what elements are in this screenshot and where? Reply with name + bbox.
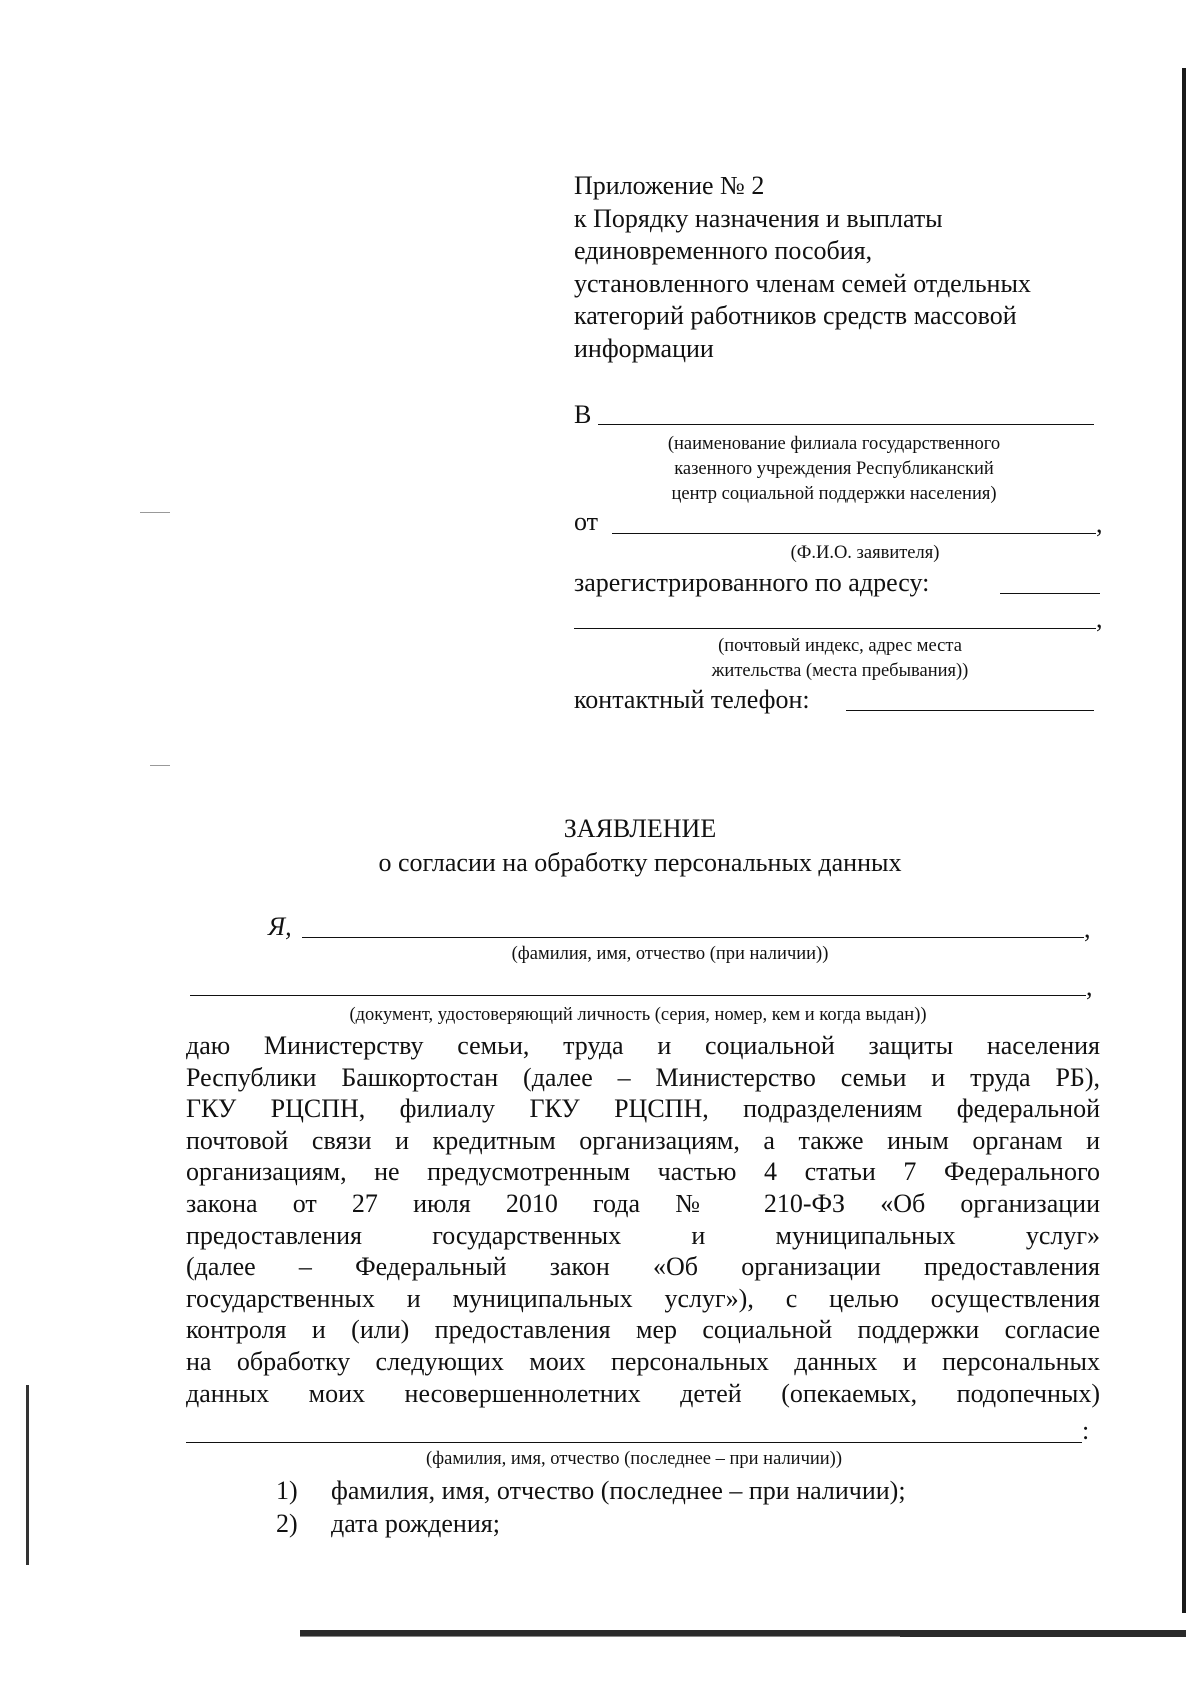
- children-caption: (фамилия, имя, отчество (последнее – при наличии)): [426, 1449, 842, 1469]
- applicant-name-blank-line[interactable]: [302, 937, 1084, 938]
- consent-paragraph: [186, 1030, 1100, 1409]
- address-blank-line-2[interactable]: [574, 628, 1096, 629]
- paragraph-line: (далее – Федеральный закон «Об организации предоставления: [186, 1252, 1100, 1282]
- from-blank-line[interactable]: [612, 533, 1096, 534]
- to-caption-line: (наименование филиала государственного: [667, 434, 1001, 454]
- doc-caption: (документ, удостоверяющий личность (серия, номер, кем и когда выдан)): [349, 1005, 927, 1025]
- phone-label: контактный телефон:: [574, 685, 810, 714]
- phone-blank-line[interactable]: [846, 710, 1094, 711]
- scan-speck: [140, 512, 170, 513]
- list-item-number: 2): [276, 1509, 298, 1538]
- paragraph-line: организациям, не предусмотренным частью 4 статьи 7 Федерального: [186, 1157, 1100, 1187]
- to-caption-line: центр социальной поддержки населения): [671, 484, 997, 504]
- document-title: ЗАЯВЛЕНИЕ: [563, 814, 717, 843]
- i-comma: ,: [1084, 914, 1091, 943]
- annex-line: единовременного пособия,: [574, 236, 873, 265]
- paragraph-line: ГКУ РЦСПН, филиалу ГКУ РЦСПН, подразделениям федеральной: [186, 1094, 1100, 1124]
- name-caption: (фамилия, имя, отчество (при наличии)): [511, 944, 829, 964]
- paragraph-line: закона от 27 июля 2010 года № 210-ФЗ «Об организации: [186, 1188, 1100, 1218]
- address-caption-line: жительства (места пребывания)): [711, 661, 969, 681]
- address-label: зарегистрированного по адресу:: [574, 568, 930, 597]
- paragraph-line: контроля и (или) предоставления мер социальной поддержки согласие: [186, 1315, 1100, 1345]
- list-item: [276, 1476, 1076, 1508]
- annex-line: категорий работников средств массовой: [574, 301, 1017, 330]
- paragraph-line: государственных и муниципальных услуг»), с целью осуществления: [186, 1283, 1100, 1313]
- paragraph-line: данных моих несовершеннолетних детей (опекаемых, подопечных): [186, 1378, 1100, 1408]
- from-prefix: от: [574, 507, 599, 536]
- scan-left-edge: [26, 1385, 29, 1565]
- address-blank-line-1[interactable]: [1000, 593, 1100, 594]
- from-comma: ,: [1096, 509, 1103, 538]
- to-caption-line: казенного учреждения Республиканский: [674, 459, 994, 479]
- annex-line: информации: [574, 333, 714, 363]
- paragraph-line: даю Министерству семьи, труда и социальной защиты населения: [186, 1031, 1100, 1060]
- annex-line: Приложение № 2: [574, 171, 765, 200]
- id-document-blank-line[interactable]: [190, 995, 1086, 996]
- to-blank-line[interactable]: [598, 424, 1094, 425]
- annex-line: установленного членам семей отдельных: [574, 268, 1031, 298]
- from-caption: (Ф.И.О. заявителя): [790, 543, 940, 563]
- children-names-blank-line[interactable]: [186, 1442, 1082, 1443]
- address-caption-line: (почтовый индекс, адрес места: [718, 636, 962, 656]
- address-comma: ,: [1096, 604, 1103, 633]
- list-item-text: фамилия, имя, отчество (последнее – при наличии);: [331, 1476, 906, 1505]
- to-prefix: В: [574, 400, 592, 429]
- paragraph-line: на обработку следующих моих персональных данных и персональных: [186, 1346, 1100, 1376]
- list-item-number: 1): [276, 1476, 298, 1505]
- to-caption: [574, 432, 1094, 507]
- i-prefix: Я,: [268, 912, 292, 941]
- list-item-text: дата рождения;: [331, 1509, 500, 1538]
- list-item: [276, 1509, 1076, 1541]
- document-subtitle: о согласии на обработку персональных данных: [378, 848, 902, 877]
- paragraph-line: предоставления государственных и муниципальных услуг»: [186, 1220, 1100, 1250]
- paragraph-line: почтовой связи и кредитным организациям, а также иным органам и: [186, 1125, 1100, 1155]
- address-caption: [640, 634, 1040, 684]
- scan-bottom-rule-shadow: [300, 1636, 900, 1637]
- scan-speck: [150, 765, 170, 766]
- doc-comma: ,: [1086, 972, 1093, 1001]
- paragraph-line: Республики Башкортостан (далее – Министерство семьи и труда РБ),: [186, 1062, 1100, 1092]
- annex-line: к Порядку назначения и выплаты: [574, 203, 943, 233]
- annex-block: [574, 170, 1031, 365]
- children-colon: :: [1082, 1416, 1090, 1445]
